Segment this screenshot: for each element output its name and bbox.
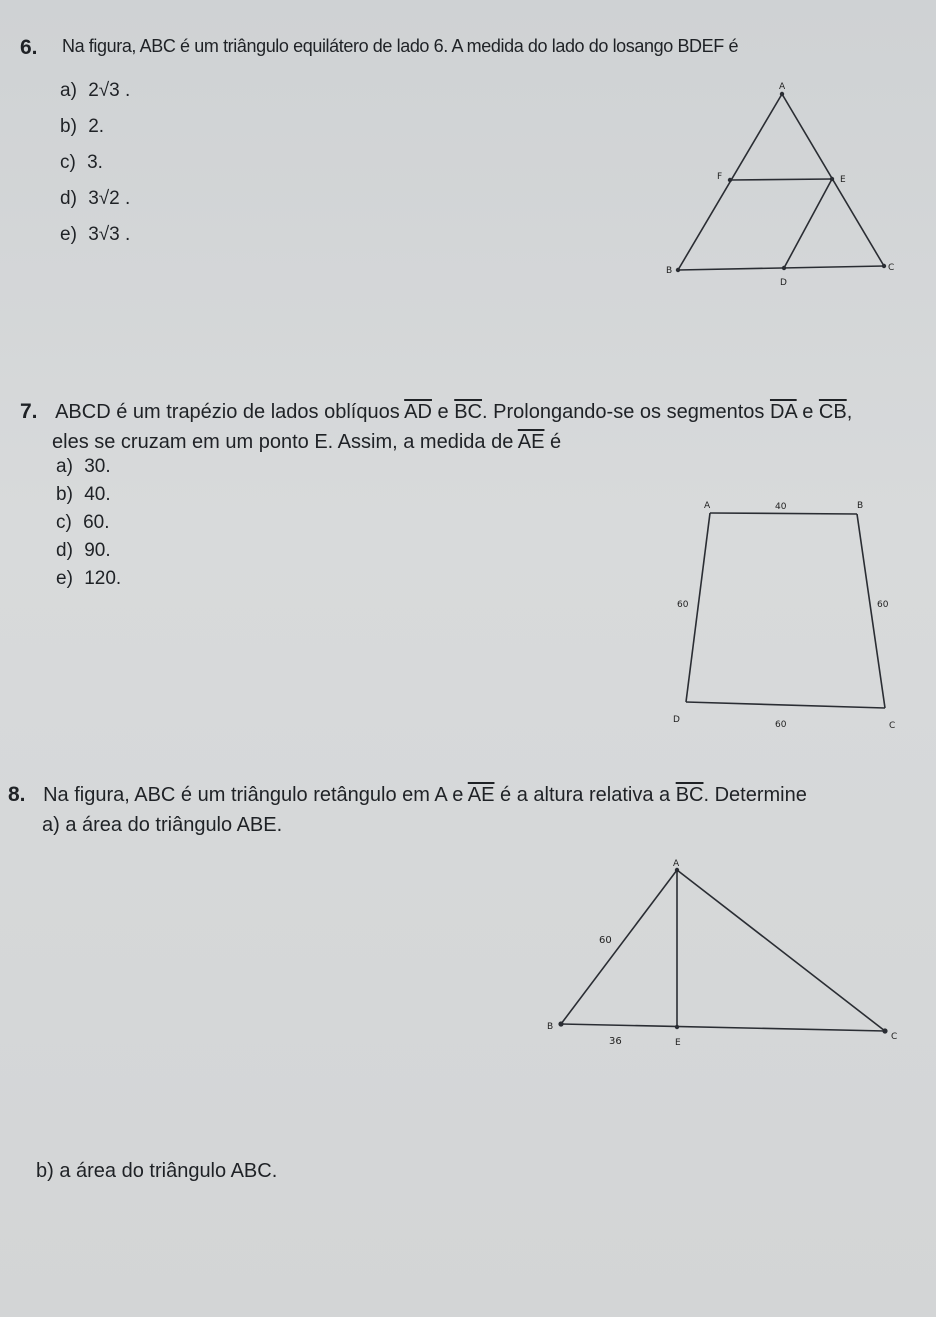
option-letter: d) xyxy=(56,540,73,561)
option-value: 3√2 . xyxy=(88,188,131,209)
option-value: 90. xyxy=(84,540,111,561)
label-f: F xyxy=(717,172,723,182)
label-left-length: 60 xyxy=(677,600,689,610)
point-e xyxy=(675,1025,679,1029)
figure-trapezoid xyxy=(665,495,915,745)
text-fragment: e xyxy=(796,401,819,423)
question-8 xyxy=(8,780,807,810)
side-ab xyxy=(561,870,677,1024)
side-da xyxy=(686,513,710,702)
question-7 xyxy=(20,397,852,427)
option-value: 60. xyxy=(83,512,110,533)
label-bottom-length: 60 xyxy=(775,720,787,730)
side-ac xyxy=(677,870,885,1031)
label-c: C xyxy=(889,721,896,731)
side-cd xyxy=(686,702,885,708)
option-letter: b) xyxy=(56,484,73,505)
label-b: B xyxy=(857,501,864,511)
point-c xyxy=(882,1028,887,1033)
option-letter: d) xyxy=(60,188,77,209)
label-e: E xyxy=(840,175,846,185)
question-7-line1 xyxy=(55,401,852,423)
option-7b[interactable] xyxy=(56,484,111,506)
text-fragment: Na figura, ABC é um triângulo retângulo em A e xyxy=(43,784,468,806)
question-8-number: 8. xyxy=(8,783,26,806)
label-d: D xyxy=(780,278,787,288)
label-c: C xyxy=(888,263,895,273)
option-7c[interactable] xyxy=(56,512,110,534)
option-letter: a) xyxy=(56,456,73,477)
label-top-length: 40 xyxy=(775,502,787,512)
option-value: 40. xyxy=(84,484,111,505)
segment-ae: $\overline{AE}$ xyxy=(467,784,495,806)
point-f xyxy=(728,178,732,182)
option-6a[interactable] xyxy=(60,80,130,102)
option-value: 30. xyxy=(84,456,111,477)
label-ab-length: 60 xyxy=(599,935,612,946)
option-letter: e) xyxy=(56,568,73,589)
text-fragment: , xyxy=(846,401,853,423)
option-value: 120. xyxy=(84,568,122,589)
segment-bc: $\overline{BC}$ xyxy=(454,401,483,423)
question-7-number: 7. xyxy=(20,400,38,423)
question-6-number: 6. xyxy=(20,36,38,59)
text-fragment: eles se cruzam em um ponto E. Assim, a medida de xyxy=(52,431,518,453)
label-a: A xyxy=(704,501,711,511)
side-ab xyxy=(710,513,857,514)
label-b: B xyxy=(666,266,673,276)
question-8-text xyxy=(43,784,807,806)
option-letter: c) xyxy=(56,512,72,533)
option-6c[interactable] xyxy=(60,152,103,174)
label-d: D xyxy=(673,715,680,725)
option-letter: a) xyxy=(60,80,77,101)
option-value: 3. xyxy=(87,152,103,173)
option-6e[interactable] xyxy=(60,224,130,246)
side-bc xyxy=(857,514,885,708)
text-fragment: . Prolongando-se os segmentos xyxy=(482,401,770,423)
option-6b[interactable] xyxy=(60,116,104,138)
segment-cb: $\overline{CB}$ xyxy=(818,401,847,423)
point-b xyxy=(558,1021,563,1026)
segment-bc: $\overline{BC}$ xyxy=(675,784,704,806)
option-7d[interactable] xyxy=(56,540,111,562)
option-value: 2. xyxy=(88,116,105,137)
segment-ae: $\overline{AE}$ xyxy=(517,431,545,453)
text-fragment: . Determine xyxy=(703,784,807,806)
point-a xyxy=(780,92,784,96)
segment-bc xyxy=(678,266,884,270)
segment-da: $\overline{DA}$ xyxy=(769,401,797,423)
point-e xyxy=(830,177,834,181)
text-fragment: ABCD é um trapézio de lados oblíquos xyxy=(55,401,405,423)
question-6-text: Na figura, ABC é um triângulo equilátero de lado 6. A medida do lado do losango BDEF é xyxy=(62,36,739,56)
option-letter: b) xyxy=(60,116,77,137)
label-right-length: 60 xyxy=(877,600,889,610)
text-fragment: e xyxy=(431,401,455,423)
option-6d[interactable] xyxy=(60,188,130,210)
option-letter: e) xyxy=(60,224,77,245)
figure-right-triangle xyxy=(535,850,915,1060)
question-8-part-b: b) a área do triângulo ABC. xyxy=(36,1160,278,1182)
question-8-part-a: a) a área do triângulo ABE. xyxy=(42,814,283,836)
option-7a[interactable] xyxy=(56,456,111,478)
point-c xyxy=(882,264,886,268)
label-b: B xyxy=(547,1022,554,1032)
label-e: E xyxy=(675,1038,681,1048)
segment-ad: $\overline{AD}$ xyxy=(404,401,432,423)
side-bc xyxy=(561,1024,885,1031)
option-value: 2√3 . xyxy=(88,80,131,101)
question-7-line2 xyxy=(52,427,561,457)
option-7e[interactable] xyxy=(56,568,121,590)
segment-fe xyxy=(730,179,832,180)
option-value: 3√3 . xyxy=(88,224,131,245)
option-letter: c) xyxy=(60,152,76,173)
figure-equilateral-rhombus xyxy=(660,80,900,300)
segment-ed xyxy=(784,179,832,268)
text-fragment: é xyxy=(544,431,562,453)
text-fragment: é a altura relativa a xyxy=(494,784,676,806)
label-a: A xyxy=(673,859,680,869)
label-c: C xyxy=(891,1032,898,1042)
point-d xyxy=(782,266,786,270)
label-a: A xyxy=(779,82,786,92)
label-be-length: 36 xyxy=(609,1036,622,1047)
point-b xyxy=(676,268,680,272)
